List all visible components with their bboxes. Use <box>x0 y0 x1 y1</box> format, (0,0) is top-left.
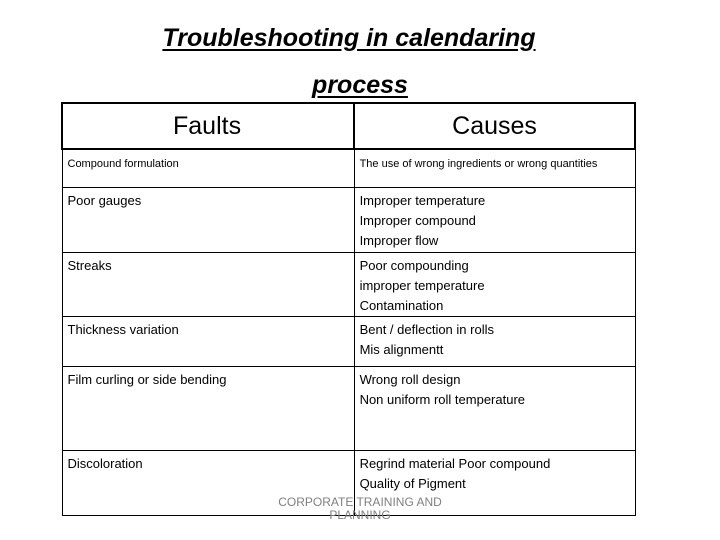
fault-cell: Poor gauges <box>62 187 354 252</box>
causes-cell <box>354 366 635 450</box>
fault-cell: Compound formulation <box>62 149 354 187</box>
table-row <box>62 252 635 316</box>
table-row <box>62 187 635 252</box>
cause-text: Mis alignmentt <box>359 341 444 357</box>
table-row <box>62 366 635 450</box>
cause-text: Quality of Pigment <box>359 475 466 491</box>
page-title-line-1: Troubleshooting in calendaring <box>162 24 536 52</box>
fault-cell: Film curling or side bending <box>62 366 354 450</box>
table-row <box>62 149 635 187</box>
troubleshooting-table <box>61 102 636 516</box>
cause-text: Improper compound <box>359 212 476 228</box>
cause-text: Improper flow <box>359 232 439 248</box>
page-title-line-2: process <box>312 71 408 99</box>
footer-caption <box>260 496 460 522</box>
page-title <box>0 24 709 53</box>
table-row <box>62 316 635 366</box>
cause-text: improper temperature <box>359 277 485 293</box>
cause-text: Wrong roll design <box>359 371 461 387</box>
faults-header: Faults <box>62 103 354 149</box>
cause-text: Non uniform roll temperature <box>359 391 526 407</box>
fault-cell: Thickness variation <box>62 316 354 366</box>
cause-text: Poor compounding <box>359 257 469 273</box>
causes-header: Causes <box>354 103 635 149</box>
cause-text: Improper temperature <box>359 192 486 208</box>
causes-cell <box>354 149 635 187</box>
footer-line-2: PLANNING <box>329 508 391 522</box>
causes-cell <box>354 252 635 316</box>
cause-text: The use of wrong ingredients or wrong quantities <box>359 158 598 170</box>
fault-cell: Discoloration <box>62 450 354 515</box>
cause-text: Contamination <box>359 297 444 313</box>
cause-text: Regrind material Poor compound <box>359 455 551 471</box>
causes-cell <box>354 187 635 252</box>
fault-cell: Streaks <box>62 252 354 316</box>
causes-cell <box>354 316 635 366</box>
cause-text: Bent / deflection in rolls <box>359 321 494 337</box>
table-header-row <box>62 103 635 149</box>
page-title-continued <box>0 71 720 100</box>
footer-line-1: CORPORATE TRAINING AND <box>278 495 442 509</box>
